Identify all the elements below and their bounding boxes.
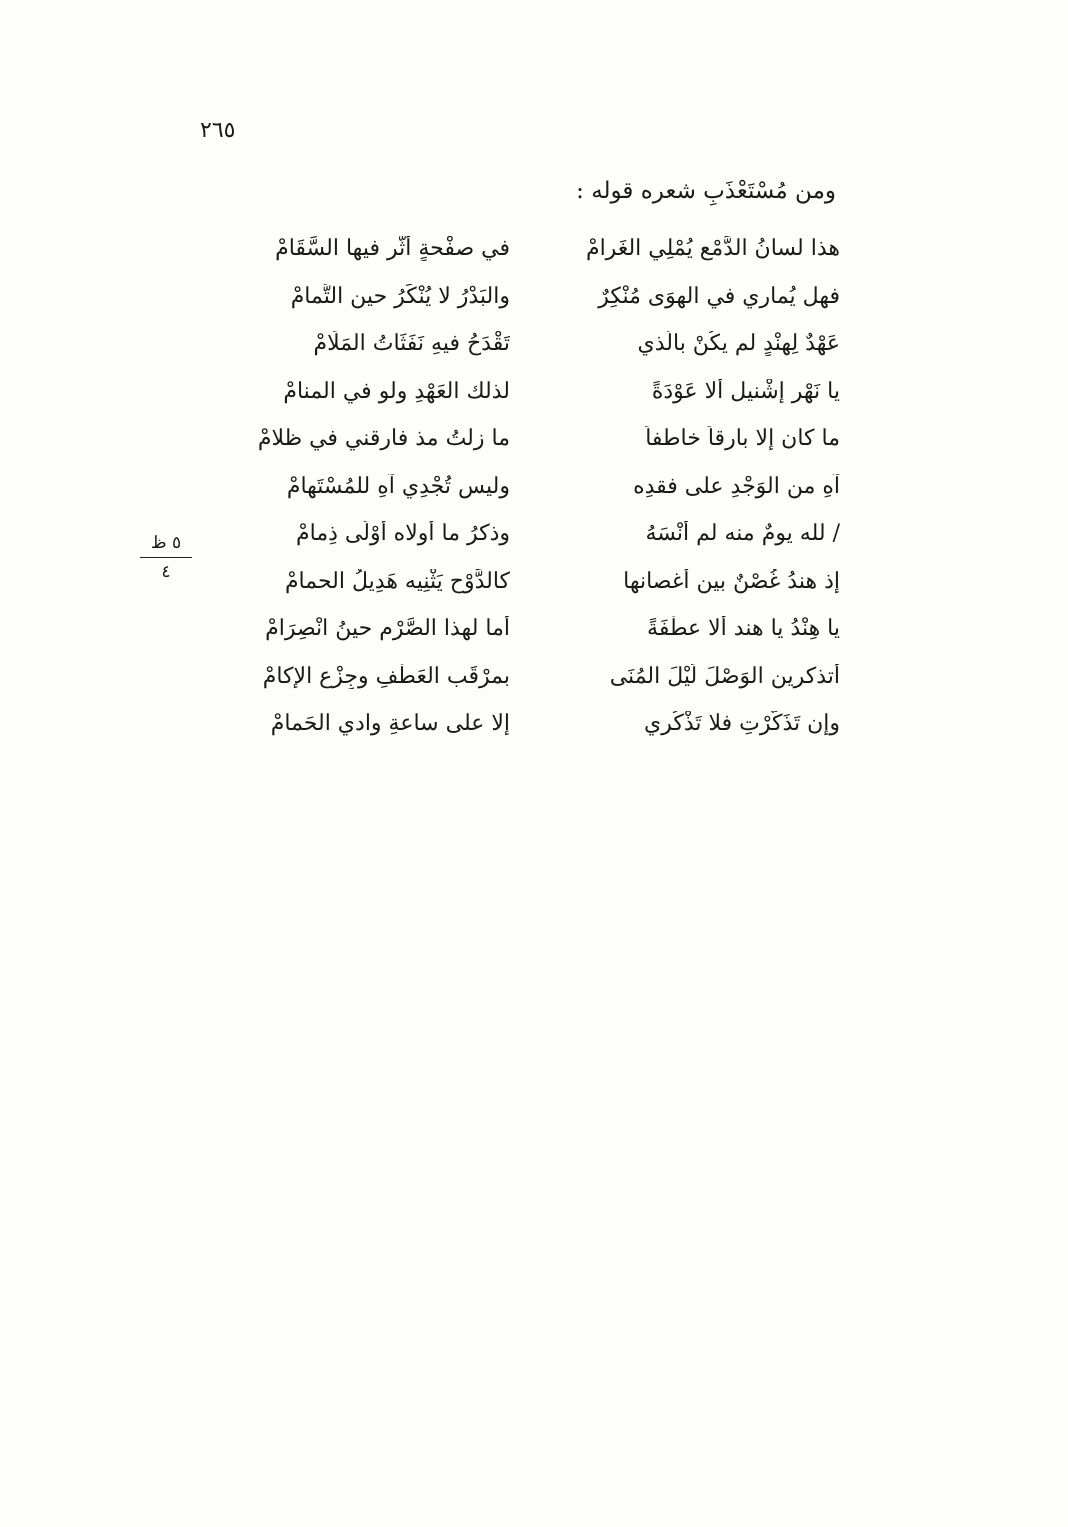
verse-first-hemistich: أتذكرين الوَصْلَ لَيْلَ المُنَى [609,663,840,689]
poem [210,225,840,748]
verse-first-hemistich: آهِ من الوَجْدِ على فقدِه [633,473,840,499]
verse-second-hemistich: وليس تُجْدِي آهِ للمُسْتَهامْ [286,473,510,499]
verse [210,653,840,701]
verse [210,273,840,321]
verse-first-hemistich: يا نَهْر إشْنيل ألا عَوْدَةً [651,378,840,404]
verse-second-hemistich: في صفْحةٍ أثَّر فيها السَّقَامْ [275,236,510,262]
verse [210,700,840,748]
verse [210,225,840,273]
verse-first-hemistich: يا هِنْدُ يا هند ألا عطْفَةً [647,616,840,642]
verse-second-hemistich: لذلك العَهْدِ ولو في المنامْ [283,378,510,404]
verse-second-hemistich: ما زلتُ مذ فارقني في ظلامْ [257,426,510,452]
verse-second-hemistich: وذكرُ ما أولاه أوْلَى ذِمامْ [296,521,510,547]
verse-first-hemistich: وإن تَذَكَّرْتِ فلا تَذْكُرِي [643,711,840,737]
verse-second-hemistich: والبَدْرُ لا يُنْكَرُ حين التَّمامْ [290,283,510,309]
manuscript-folio-note [140,532,192,583]
folio-note-top: ٥ ظ [140,532,192,558]
verse-second-hemistich: تَقْدَحُ فيهِ نَفَثَاتُ المَلَامْ [313,331,510,357]
folio-note-bottom: ٤ [161,562,171,582]
verse [210,558,840,606]
verse [210,510,840,558]
verse [210,320,840,368]
verse-second-hemistich: أما لهذا الصَّرْمِ حينُ انْصِرَامْ [265,616,510,642]
verse-first-hemistich: ما كان إلا بارِقاً خاطفاً [645,426,840,452]
verse [210,368,840,416]
verse-second-hemistich: كالدَّوْحِ يَثْنِيه هَدِيلُ الحمامْ [284,568,510,594]
verse [210,415,840,463]
verse-first-hemistich: إذ هندُ غُصْنٌ بين أغصانها [623,568,840,594]
verse-first-hemistich: فهل يُمارِي في الهوَى مُنْكِرٌ [598,283,840,309]
intro-line: ومن مُسْتَعْذَبِ شعره قوله : [576,178,836,204]
verse [210,463,840,511]
verse-first-hemistich: عَهْدٌ لِهنْدٍ لم يكُنْ بالَّذي [637,331,840,357]
verse [210,605,840,653]
verse-second-hemistich: بمرْقَب العَطْفِ وجِزْعِ الإكامْ [262,663,510,689]
verse-second-hemistich: إلا على ساعةِ وادي الحَمامْ [270,711,510,737]
verse-first-hemistich: / لله يومٌ منه لم أنْسَهُ [645,521,840,547]
verse-first-hemistich: هذا لسانُ الدَّمْعِ يُمْلِي الغَرامْ [585,236,840,262]
page-number: ٢٦٥ [200,118,236,143]
